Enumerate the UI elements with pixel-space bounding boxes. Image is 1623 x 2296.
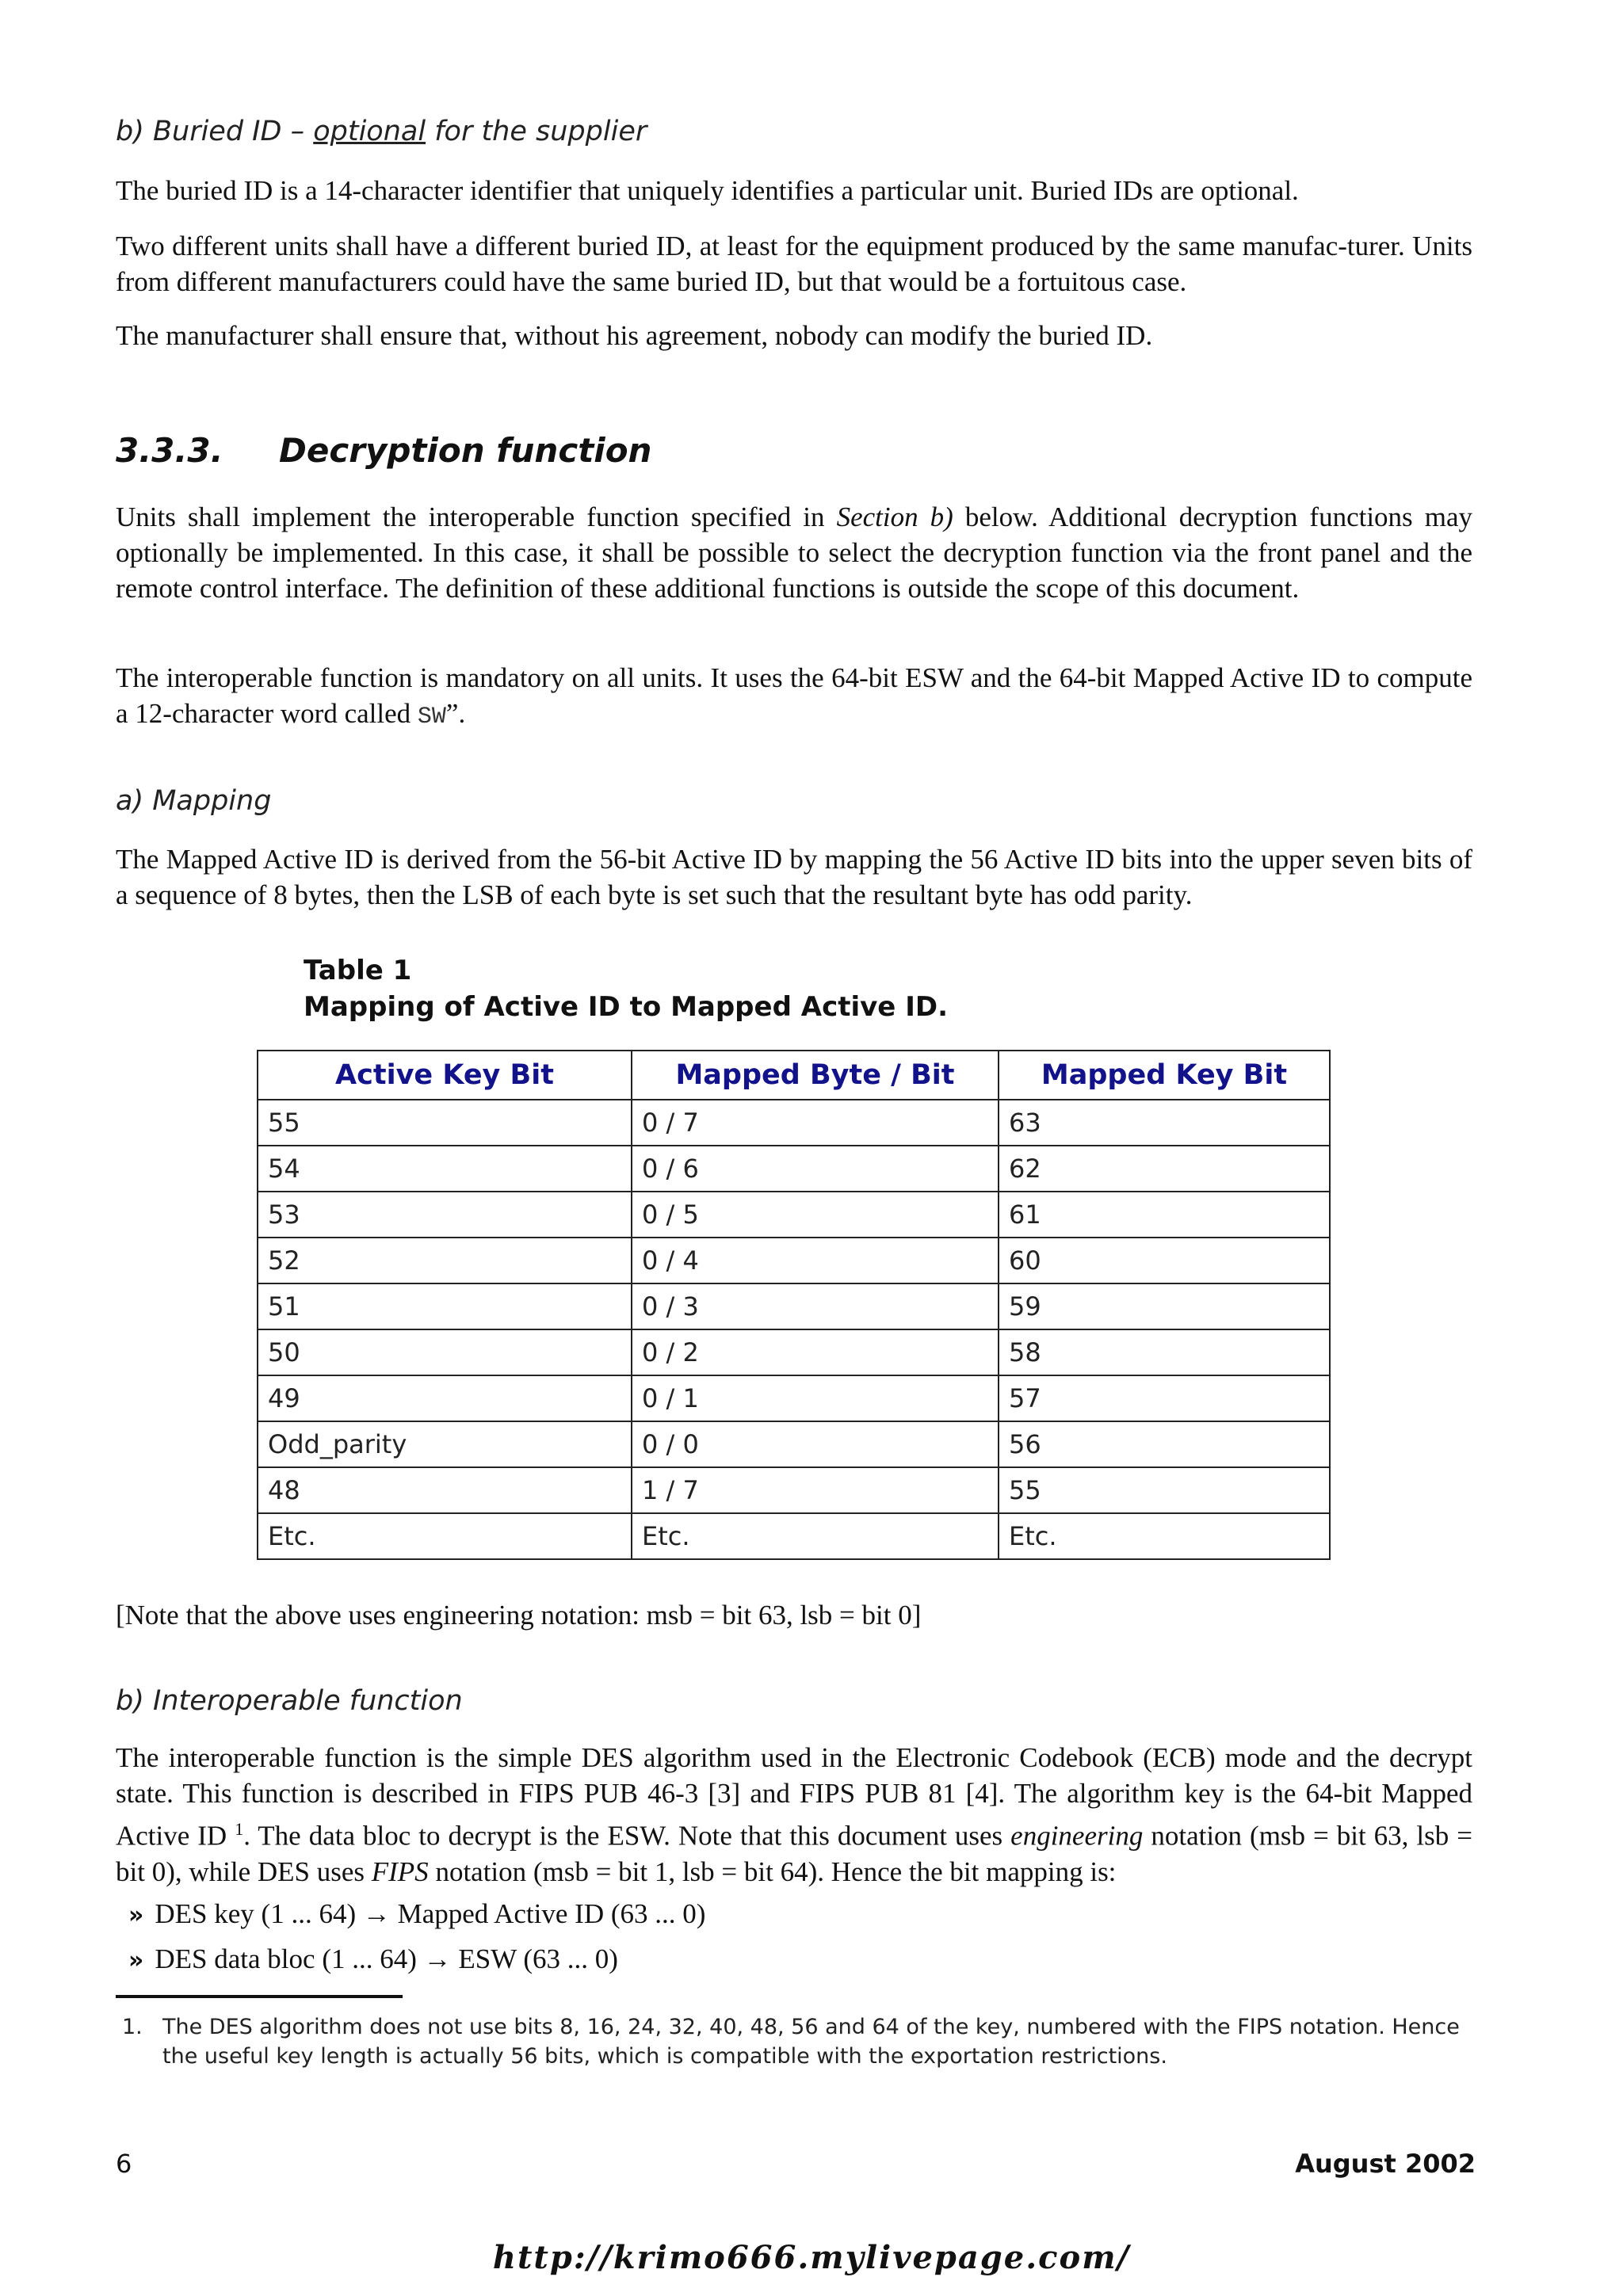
table-cell: 55 (258, 1100, 632, 1146)
buried-id-heading-underlined: optional (313, 116, 426, 147)
bullet-item (128, 1941, 618, 1978)
table-cell: 62 (999, 1146, 1330, 1192)
interop-paragraph (116, 1740, 1472, 1890)
table-row (258, 1283, 1330, 1329)
table-cell: 61 (999, 1192, 1330, 1238)
table-cell: 0 / 1 (632, 1375, 999, 1421)
section-paragraph-1 (116, 499, 1472, 606)
table-header-cell: Mapped Key Bit (999, 1051, 1330, 1100)
buried-id-paragraph-1: The buried ID is a 14-character identifier that uniquely identifies a particular unit. Buried IDs are optional. (116, 175, 1299, 206)
table-cell: Odd_parity (258, 1421, 632, 1467)
section-p2-code: SW (417, 704, 446, 730)
bullet-text: DES data bloc (1 ... 64) → ESW (63 ... 0) (155, 1943, 618, 1974)
table-cell: 58 (999, 1329, 1330, 1375)
table-row (258, 1146, 1330, 1192)
buried-id-paragraph-3: The manufacturer shall ensure that, without his agreement, nobody can modify the buried ID. (116, 320, 1153, 351)
section-p2-text-a: The interoperable function is mandatory on all units. It uses the 64-bit ESW and the 64-bit Mapped Active ID to compute a 12-character word called (116, 662, 1472, 729)
table-row (258, 1375, 1330, 1421)
interop-text-d: notation (msb = bit 1, lsb = bit 64). Hence the bit mapping is: (428, 1855, 1117, 1887)
footer-date: August 2002 (1295, 2149, 1476, 2179)
section-p1-text-b: below. Additional decryption functions may optionally be implemented. In this case, it shall be possible to select the decryption function via the front panel and the remote control interface. The definition of these additional functions is outside the scope of this document. (116, 502, 1472, 604)
table-cell: 48 (258, 1467, 632, 1513)
footnote-separator (116, 1995, 403, 1998)
table-cell: 60 (999, 1238, 1330, 1283)
bullet-mark: » (128, 1901, 144, 1929)
table-cell: 55 (999, 1467, 1330, 1513)
table-row (258, 1192, 1330, 1238)
table-cell: Etc. (258, 1513, 632, 1559)
table-cell: 53 (258, 1192, 632, 1238)
table-row (258, 1513, 1330, 1559)
table-header-row (258, 1051, 1330, 1100)
section-title: Decryption function (279, 431, 652, 470)
table-cell: 0 / 5 (632, 1192, 999, 1238)
table-cell: 0 / 3 (632, 1283, 999, 1329)
section-heading (116, 431, 223, 470)
table-cell: 54 (258, 1146, 632, 1192)
table-cell: 59 (999, 1283, 1330, 1329)
page-number: 6 (116, 2149, 132, 2179)
footnote-reference: 1 (235, 1819, 244, 1839)
table-caption (304, 952, 948, 1025)
section-number: 3.3.3. (116, 431, 223, 470)
table-cell: 57 (999, 1375, 1330, 1421)
mapping-table (257, 1050, 1331, 1560)
table-cell: Etc. (999, 1513, 1330, 1559)
table-cell: Etc. (632, 1513, 999, 1559)
bullet-item (128, 1896, 705, 1933)
section-paragraph-2 (116, 660, 1472, 735)
table-caption-label: Table 1 (304, 955, 412, 986)
table-cell: 56 (999, 1421, 1330, 1467)
table-header-cell: Active Key Bit (258, 1051, 632, 1100)
interop-italic-fips: FIPS (371, 1855, 429, 1887)
table-cell: 52 (258, 1238, 632, 1283)
section-p1-italic: Section b) (836, 502, 953, 532)
interop-text-a: The interoperable function is the simple DES algorithm used in the Electronic Codebook (ECB) mode and the decrypt state. This function is described in FIPS PUB 46-3 [3] and FIPS PUB 81 [4]. The algorithm key is the 64-bit Mapped Active ID (116, 1742, 1472, 1852)
interop-text-b: . The data bloc to decrypt is the ESW. Note that this document uses (243, 1820, 1011, 1852)
table-cell: 63 (999, 1100, 1330, 1146)
table-cell: 51 (258, 1283, 632, 1329)
table-cell: 0 / 4 (632, 1238, 999, 1283)
table-cell: 1 / 7 (632, 1467, 999, 1513)
footnote-number: 1. (122, 2015, 143, 2039)
section-p1-text-a: Units shall implement the interoperable function specified in (116, 502, 837, 532)
table-note: [Note that the above uses engineering notation: msb = bit 63, lsb = bit 0] (116, 1600, 922, 1630)
interop-italic-engineering: engineering (1010, 1820, 1144, 1852)
mapping-paragraph: The Mapped Active ID is derived from the 56-bit Active ID by mapping the 56 Active ID bits into the upper seven bits of a sequence of 8 bytes, then the LSB of each byte is set such that the resultant byte has odd parity. (116, 844, 1472, 910)
footnote-text: The DES algorithm does not use bits 8, 16, 24, 32, 40, 48, 56 and 64 of the key, numbered with the FIPS notation. Hence the useful key length is actually 56 bits, which is compatible with the exportation restrictions. (162, 2015, 1460, 2069)
buried-id-heading-suffix: for the supplier (426, 116, 647, 147)
bullet-mark: » (128, 1947, 144, 1974)
interop-heading: b) Interoperable function (116, 1685, 463, 1717)
table-header-cell: Mapped Byte / Bit (632, 1051, 999, 1100)
section-p2-text-b: ”. (445, 698, 466, 729)
table-row (258, 1467, 1330, 1513)
interop-text-c: notation (msb = bit 63, lsb = bit 0), while DES uses (116, 1820, 1472, 1887)
table-row (258, 1421, 1330, 1467)
watermark-url: http://krimo666.mylivepage.com/ (492, 2239, 1131, 2276)
table-row (258, 1238, 1330, 1283)
table-cell: 49 (258, 1375, 632, 1421)
mapping-heading: a) Mapping (116, 785, 272, 817)
table-cell: 50 (258, 1329, 632, 1375)
table-cell: 0 / 6 (632, 1146, 999, 1192)
table-cell: 0 / 0 (632, 1421, 999, 1467)
table-row (258, 1329, 1330, 1375)
section-title-wrap (279, 431, 651, 470)
table-row (258, 1100, 1330, 1146)
buried-id-heading-prefix: b) Buried ID – (116, 116, 314, 147)
buried-id-heading (116, 116, 647, 147)
buried-id-paragraph-2: Two different units shall have a different buried ID, at least for the equipment produced by the same manufac-turer. Units from different manufacturers could have the same buried ID, but that would be a fortuitous case. (116, 231, 1472, 297)
bullet-text: DES key (1 ... 64) → Mapped Active ID (63 ... 0) (155, 1898, 706, 1929)
table-cell: 0 / 7 (632, 1100, 999, 1146)
table-cell: 0 / 2 (632, 1329, 999, 1375)
table-caption-title: Mapping of Active ID to Mapped Active ID. (304, 991, 948, 1023)
